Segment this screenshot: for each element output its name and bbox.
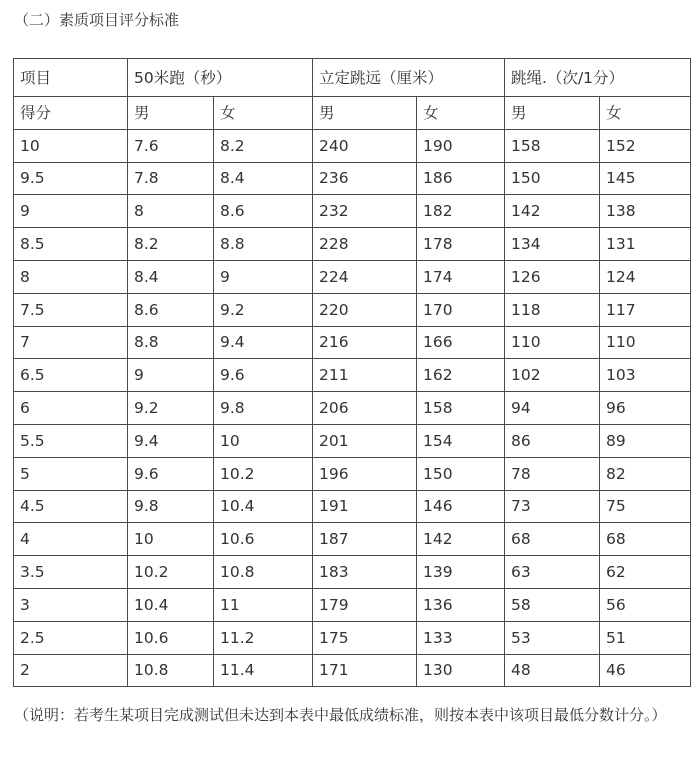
cell-rope-female: 89 — [600, 424, 691, 457]
cell-rope-female: 117 — [600, 293, 691, 326]
cell-run-female: 10.4 — [214, 490, 313, 523]
table-row — [14, 523, 691, 556]
cell-score: 8.5 — [14, 228, 128, 261]
cell-jump-female: 142 — [417, 523, 505, 556]
cell-jump-female: 162 — [417, 359, 505, 392]
cell-rope-female: 152 — [600, 129, 691, 162]
cell-rope-male: 134 — [505, 228, 600, 261]
subheader-run-male: 男 — [128, 97, 214, 130]
cell-run-female: 10.6 — [214, 523, 313, 556]
table-row — [14, 457, 691, 490]
cell-run-female: 8.2 — [214, 129, 313, 162]
cell-run-female: 11.4 — [214, 654, 313, 687]
cell-rope-female: 51 — [600, 621, 691, 654]
cell-jump-male: 240 — [313, 129, 417, 162]
cell-jump-female: 150 — [417, 457, 505, 490]
cell-jump-female: 182 — [417, 195, 505, 228]
cell-rope-male: 118 — [505, 293, 600, 326]
subheader-run-female: 女 — [214, 97, 313, 130]
table-row — [14, 359, 691, 392]
cell-run-male: 8.2 — [128, 228, 214, 261]
subheader-rope-female: 女 — [600, 97, 691, 130]
table-row — [14, 556, 691, 589]
cell-run-male: 7.8 — [128, 162, 214, 195]
cell-jump-male: 216 — [313, 326, 417, 359]
cell-rope-female: 82 — [600, 457, 691, 490]
cell-run-female: 11 — [214, 588, 313, 621]
cell-rope-male: 53 — [505, 621, 600, 654]
cell-jump-female: 139 — [417, 556, 505, 589]
cell-rope-female: 96 — [600, 392, 691, 425]
cell-run-male: 10.8 — [128, 654, 214, 687]
cell-jump-male: 171 — [313, 654, 417, 687]
score-standard-table — [13, 58, 691, 687]
cell-rope-male: 126 — [505, 260, 600, 293]
cell-rope-male: 78 — [505, 457, 600, 490]
cell-score: 6 — [14, 392, 128, 425]
header-50m-run: 50米跑（秒） — [128, 59, 313, 97]
cell-run-female: 8.6 — [214, 195, 313, 228]
cell-run-male: 9 — [128, 359, 214, 392]
cell-score: 9 — [14, 195, 128, 228]
table-header-row — [14, 59, 691, 97]
cell-rope-female: 145 — [600, 162, 691, 195]
cell-rope-female: 75 — [600, 490, 691, 523]
cell-run-male: 10.2 — [128, 556, 214, 589]
cell-jump-female: 158 — [417, 392, 505, 425]
cell-run-female: 9.4 — [214, 326, 313, 359]
cell-rope-male: 142 — [505, 195, 600, 228]
cell-rope-female: 68 — [600, 523, 691, 556]
table-row — [14, 326, 691, 359]
cell-run-male: 9.8 — [128, 490, 214, 523]
cell-jump-male: 196 — [313, 457, 417, 490]
cell-score: 2.5 — [14, 621, 128, 654]
table-row — [14, 228, 691, 261]
cell-score: 8 — [14, 260, 128, 293]
cell-jump-female: 154 — [417, 424, 505, 457]
cell-jump-female: 190 — [417, 129, 505, 162]
cell-rope-male: 68 — [505, 523, 600, 556]
table-row — [14, 424, 691, 457]
cell-rope-female: 46 — [600, 654, 691, 687]
cell-score: 9.5 — [14, 162, 128, 195]
cell-rope-male: 63 — [505, 556, 600, 589]
cell-rope-female: 56 — [600, 588, 691, 621]
cell-run-female: 11.2 — [214, 621, 313, 654]
cell-rope-male: 48 — [505, 654, 600, 687]
cell-run-female: 10 — [214, 424, 313, 457]
table-row — [14, 260, 691, 293]
cell-run-female: 10.2 — [214, 457, 313, 490]
cell-rope-female: 110 — [600, 326, 691, 359]
cell-run-male: 9.2 — [128, 392, 214, 425]
cell-score: 7 — [14, 326, 128, 359]
cell-run-female: 8.4 — [214, 162, 313, 195]
cell-rope-male: 150 — [505, 162, 600, 195]
cell-score: 4 — [14, 523, 128, 556]
table-row — [14, 293, 691, 326]
cell-rope-female: 131 — [600, 228, 691, 261]
cell-jump-male: 191 — [313, 490, 417, 523]
subheader-rope-male: 男 — [505, 97, 600, 130]
table-row — [14, 195, 691, 228]
cell-score: 5.5 — [14, 424, 128, 457]
cell-run-male: 8.4 — [128, 260, 214, 293]
cell-jump-female: 186 — [417, 162, 505, 195]
header-rope-skipping: 跳绳.（次/1分） — [505, 59, 691, 97]
cell-jump-female: 174 — [417, 260, 505, 293]
cell-rope-male: 58 — [505, 588, 600, 621]
cell-score: 2 — [14, 654, 128, 687]
table-row — [14, 654, 691, 687]
cell-jump-female: 136 — [417, 588, 505, 621]
cell-jump-female: 146 — [417, 490, 505, 523]
cell-run-female: 10.8 — [214, 556, 313, 589]
subheader-jump-female: 女 — [417, 97, 505, 130]
cell-jump-female: 166 — [417, 326, 505, 359]
cell-jump-male: 179 — [313, 588, 417, 621]
cell-run-female: 9.6 — [214, 359, 313, 392]
cell-score: 3.5 — [14, 556, 128, 589]
cell-rope-male: 158 — [505, 129, 600, 162]
table-row — [14, 129, 691, 162]
cell-run-female: 8.8 — [214, 228, 313, 261]
cell-run-male: 9.4 — [128, 424, 214, 457]
cell-score: 10 — [14, 129, 128, 162]
explanation-note: （说明：若考生某项目完成测试但未达到本表中最低成绩标准，则按本表中该项目最低分数计分。） — [14, 706, 667, 724]
cell-run-male: 10.6 — [128, 621, 214, 654]
cell-score: 7.5 — [14, 293, 128, 326]
table-row — [14, 490, 691, 523]
cell-rope-male: 86 — [505, 424, 600, 457]
cell-jump-male: 211 — [313, 359, 417, 392]
header-item: 项目 — [14, 59, 128, 97]
cell-score: 6.5 — [14, 359, 128, 392]
cell-jump-male: 175 — [313, 621, 417, 654]
cell-rope-male: 110 — [505, 326, 600, 359]
cell-score: 4.5 — [14, 490, 128, 523]
cell-run-male: 7.6 — [128, 129, 214, 162]
cell-rope-female: 62 — [600, 556, 691, 589]
subheader-jump-male: 男 — [313, 97, 417, 130]
subheader-score: 得分 — [14, 97, 128, 130]
cell-jump-female: 170 — [417, 293, 505, 326]
cell-jump-male: 228 — [313, 228, 417, 261]
cell-run-female: 9.8 — [214, 392, 313, 425]
cell-run-male: 9.6 — [128, 457, 214, 490]
cell-rope-female: 124 — [600, 260, 691, 293]
cell-rope-male: 94 — [505, 392, 600, 425]
cell-run-male: 10 — [128, 523, 214, 556]
cell-run-male: 10.4 — [128, 588, 214, 621]
cell-rope-female: 103 — [600, 359, 691, 392]
cell-jump-male: 183 — [313, 556, 417, 589]
cell-jump-male: 224 — [313, 260, 417, 293]
cell-jump-female: 133 — [417, 621, 505, 654]
cell-run-female: 9 — [214, 260, 313, 293]
cell-jump-male: 220 — [313, 293, 417, 326]
section-title: （二）素质项目评分标准 — [14, 11, 180, 29]
cell-run-male: 8.6 — [128, 293, 214, 326]
cell-jump-male: 206 — [313, 392, 417, 425]
cell-jump-male: 187 — [313, 523, 417, 556]
cell-jump-male: 232 — [313, 195, 417, 228]
cell-jump-female: 178 — [417, 228, 505, 261]
table-row — [14, 392, 691, 425]
table-subheader-row — [14, 97, 691, 130]
cell-rope-male: 102 — [505, 359, 600, 392]
cell-run-female: 9.2 — [214, 293, 313, 326]
cell-score: 5 — [14, 457, 128, 490]
table-row — [14, 588, 691, 621]
cell-jump-male: 236 — [313, 162, 417, 195]
cell-jump-male: 201 — [313, 424, 417, 457]
cell-run-male: 8 — [128, 195, 214, 228]
table-row — [14, 621, 691, 654]
table-row — [14, 162, 691, 195]
cell-run-male: 8.8 — [128, 326, 214, 359]
cell-jump-female: 130 — [417, 654, 505, 687]
cell-rope-male: 73 — [505, 490, 600, 523]
cell-score: 3 — [14, 588, 128, 621]
header-standing-long-jump: 立定跳远（厘米） — [313, 59, 505, 97]
cell-rope-female: 138 — [600, 195, 691, 228]
